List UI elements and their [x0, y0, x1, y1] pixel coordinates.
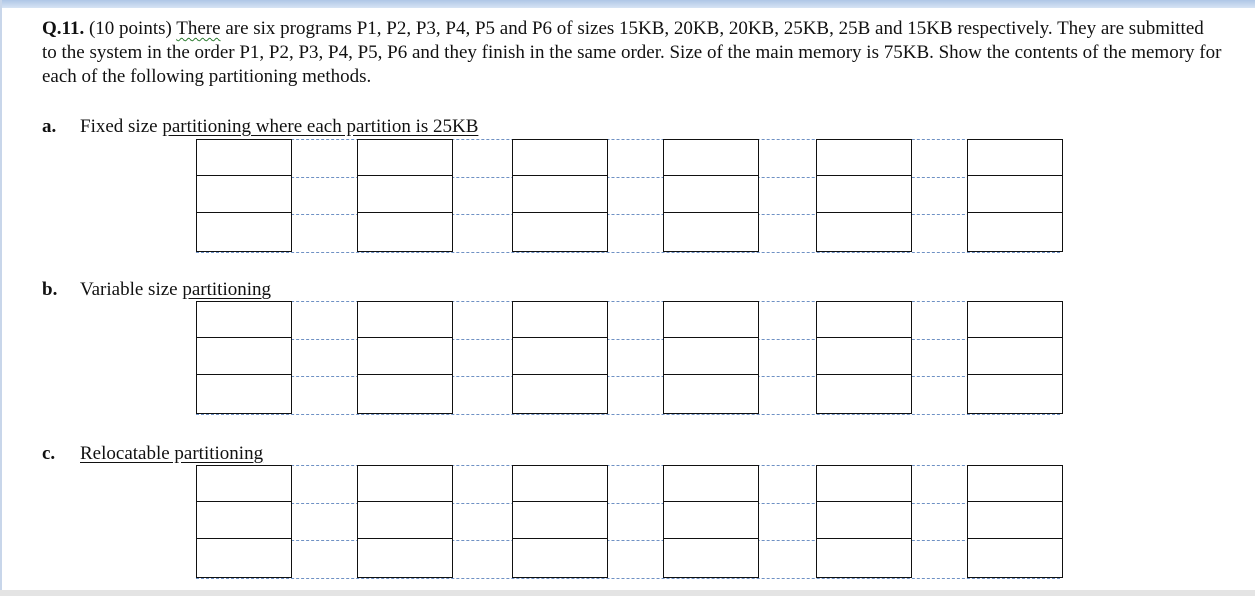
section-title-plain: Fixed size	[80, 116, 163, 137]
window-left-edge	[0, 0, 2, 596]
memory-snapshot-box	[967, 465, 1063, 578]
memory-snapshot-box	[512, 139, 608, 252]
memory-snapshot-box	[357, 301, 453, 414]
guide-line	[196, 339, 1060, 340]
question-number: Q.11.	[42, 18, 85, 39]
memory-partition-cell	[358, 213, 452, 249]
memory-partition-cell	[358, 466, 452, 502]
memory-partition-cell	[197, 302, 291, 338]
section-letter: c.	[42, 443, 56, 464]
memory-partition-cell	[664, 176, 758, 212]
section-c-heading	[42, 443, 263, 465]
page-bottom-edge	[0, 590, 1255, 596]
memory-partition-cell	[817, 466, 911, 502]
memory-snapshot-box	[663, 465, 759, 578]
guide-line	[196, 503, 1060, 504]
question-body: are six programs P1, P2, P3, P4, P5 and P6 of sizes 15KB, 20KB, 20KB, 25KB, 25B and 15KB respectively. They are submitted to the system in the order P1, P2, P3, P4, P5, P6 and they finish in the same order. Size of the main memory is 75KB. Show the contents of the memory for each of the following partitioning methods.	[42, 18, 1222, 87]
memory-partition-cell	[817, 213, 911, 249]
memory-snapshot-box	[663, 139, 759, 252]
memory-snapshot-box	[512, 301, 608, 414]
memory-partition-cell	[513, 338, 607, 374]
section-title-underlined: Relocatable partitioning	[80, 443, 264, 464]
memory-partition-cell	[358, 176, 452, 212]
memory-partition-cell	[968, 302, 1062, 338]
guide-line	[196, 540, 1060, 541]
guide-line	[196, 139, 1060, 140]
memory-partition-cell	[513, 375, 607, 411]
guide-line	[196, 252, 1060, 253]
memory-partition-cell	[817, 140, 911, 176]
memory-snapshot-box	[816, 301, 912, 414]
memory-partition-cell	[358, 338, 452, 374]
memory-partition-cell	[664, 539, 758, 575]
memory-partition-cell	[817, 176, 911, 212]
memory-partition-cell	[968, 338, 1062, 374]
memory-partition-cell	[197, 375, 291, 411]
memory-snapshot-box	[196, 139, 292, 252]
memory-partition-cell	[197, 539, 291, 575]
memory-partition-cell	[358, 539, 452, 575]
guide-line	[196, 414, 1060, 415]
section-letter: b.	[42, 279, 58, 300]
memory-partition-cell	[358, 302, 452, 338]
guide-line	[196, 177, 1060, 178]
memory-partition-cell	[817, 502, 911, 538]
memory-partition-cell	[968, 375, 1062, 411]
memory-partition-cell	[817, 375, 911, 411]
section-letter: a.	[42, 116, 57, 137]
memory-partition-cell	[513, 176, 607, 212]
memory-snapshot-box	[357, 465, 453, 578]
memory-partition-cell	[664, 140, 758, 176]
memory-partition-cell	[358, 502, 452, 538]
memory-snapshot-box	[967, 301, 1063, 414]
question-spellcheck-word: There	[176, 18, 221, 39]
memory-partition-cell	[513, 539, 607, 575]
memory-partition-cell	[817, 539, 911, 575]
memory-partition-cell	[513, 213, 607, 249]
memory-partition-cell	[968, 176, 1062, 212]
memory-partition-cell	[664, 302, 758, 338]
memory-snapshot-box	[196, 465, 292, 578]
memory-partition-cell	[968, 466, 1062, 502]
memory-partition-cell	[197, 502, 291, 538]
memory-partition-cell	[817, 338, 911, 374]
question-points: (10 points)	[84, 18, 177, 39]
guide-line	[196, 301, 1060, 302]
memory-snapshot-box	[816, 139, 912, 252]
memory-snapshot-box	[816, 465, 912, 578]
memory-snapshot-box	[512, 465, 608, 578]
memory-partition-cell	[197, 466, 291, 502]
memory-partition-cell	[197, 338, 291, 374]
section-b-heading	[42, 279, 271, 301]
section-a-heading	[42, 116, 478, 138]
memory-partition-cell	[664, 213, 758, 249]
section-title-underlined: partitioning	[182, 279, 271, 300]
memory-partition-cell	[968, 213, 1062, 249]
memory-partition-cell	[513, 302, 607, 338]
memory-partition-cell	[358, 375, 452, 411]
memory-snapshot-box	[357, 139, 453, 252]
memory-partition-cell	[197, 213, 291, 249]
memory-partition-cell	[197, 140, 291, 176]
memory-partition-cell	[513, 502, 607, 538]
memory-partition-cell	[358, 140, 452, 176]
memory-snapshot-box	[196, 301, 292, 414]
memory-partition-cell	[968, 539, 1062, 575]
guide-line	[196, 376, 1060, 377]
guide-line	[196, 465, 1060, 466]
memory-partition-cell	[664, 375, 758, 411]
section-title-plain: Variable size	[80, 279, 183, 300]
memory-partition-cell	[197, 176, 291, 212]
memory-partition-cell	[664, 502, 758, 538]
memory-snapshot-box	[967, 139, 1063, 252]
memory-partition-cell	[817, 302, 911, 338]
guide-line	[196, 214, 1060, 215]
guide-line	[196, 578, 1060, 579]
memory-snapshot-box	[663, 301, 759, 414]
memory-partition-cell	[513, 140, 607, 176]
window-top-strip	[0, 0, 1255, 8]
memory-partition-cell	[968, 502, 1062, 538]
question-paragraph	[42, 17, 1222, 89]
section-title-underlined: partitioning where each partition is 25KB	[162, 116, 479, 137]
memory-partition-cell	[664, 338, 758, 374]
memory-partition-cell	[664, 466, 758, 502]
memory-partition-cell	[968, 140, 1062, 176]
memory-partition-cell	[513, 466, 607, 502]
